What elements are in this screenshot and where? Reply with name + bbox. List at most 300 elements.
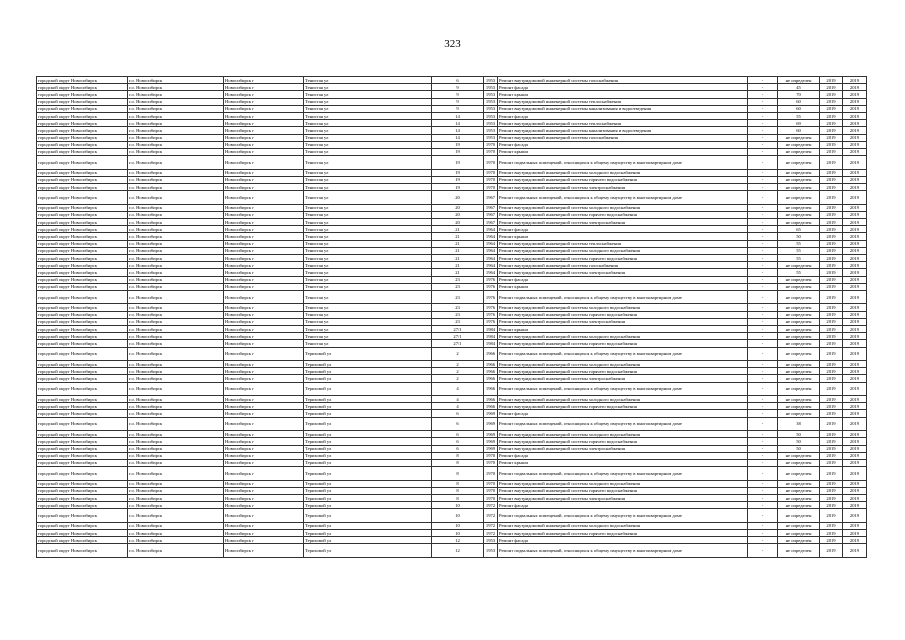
settlement-cell: г.о. Новосибирск <box>128 530 224 537</box>
settlement-cell: г.о. Новосибирск <box>128 480 224 487</box>
house-cell: 8 <box>432 452 484 459</box>
work-type-cell: Ремонт внутридомовой инженерной системы электроснабжения <box>498 318 748 325</box>
settlement-cell: г.о. Новосибирск <box>128 226 224 233</box>
work-type-cell: Ремонт фасада <box>498 502 748 509</box>
wear-cell: не определен <box>778 459 820 466</box>
settlement-cell: г.о. Новосибирск <box>128 403 224 410</box>
dash-cell: - <box>748 204 778 211</box>
municipality-cell: городской округ Новосибирск <box>37 452 128 459</box>
street-cell: Териховой ул <box>304 502 432 509</box>
municipality-cell: городской округ Новосибирск <box>37 77 128 84</box>
municipality-cell: городской округ Новосибирск <box>37 530 128 537</box>
table-row <box>37 176 867 183</box>
street-cell: Териховой ул <box>304 361 432 368</box>
city-cell: Новосибирск г <box>224 382 304 396</box>
dash-cell: - <box>748 494 778 501</box>
start-year-cell: 2019 <box>820 375 843 382</box>
table-row <box>37 382 867 396</box>
city-cell: Новосибирск г <box>224 340 304 347</box>
municipality-cell: городской округ Новосибирск <box>37 134 128 141</box>
street-cell: Тенистая ул <box>304 304 432 311</box>
year-cell: 1970 <box>484 156 498 170</box>
work-type-cell: Ремонт фасада <box>498 112 748 119</box>
end-year-cell: 2019 <box>843 191 867 205</box>
work-type-cell: Ремонт крыши <box>498 91 748 98</box>
dash-cell: - <box>748 290 778 304</box>
end-year-cell: 2019 <box>843 368 867 375</box>
city-cell: Новосибирск г <box>224 522 304 529</box>
start-year-cell: 2019 <box>820 544 843 558</box>
end-year-cell: 2019 <box>843 127 867 134</box>
municipality-cell: городской округ Новосибирск <box>37 459 128 466</box>
house-cell: 23 <box>432 283 484 290</box>
dash-cell: - <box>748 368 778 375</box>
house-cell: 19 <box>432 141 484 148</box>
house-cell: 23 <box>432 290 484 304</box>
house-cell: 21 <box>432 254 484 261</box>
house-cell: 27/1 <box>432 333 484 340</box>
wear-cell: не определен <box>778 396 820 403</box>
end-year-cell: 2019 <box>843 211 867 218</box>
work-type-cell: Ремонт крыши <box>498 459 748 466</box>
wear-cell: не определен <box>778 290 820 304</box>
wear-cell: 55 <box>778 269 820 276</box>
street-cell: Териховой ул <box>304 487 432 494</box>
city-cell: Новосибирск г <box>224 487 304 494</box>
work-type-cell: Ремонт внутридомовой инженерной системы холодного водоснабжения <box>498 361 748 368</box>
wear-cell: не определен <box>778 276 820 283</box>
municipality-cell: городской округ Новосибирск <box>37 112 128 119</box>
house-cell: 21 <box>432 240 484 247</box>
dash-cell: - <box>748 148 778 155</box>
wear-cell: не определен <box>778 204 820 211</box>
start-year-cell: 2019 <box>820 226 843 233</box>
work-type-cell: Ремонт внутридомовой инженерной системы горячего водоснабжения <box>498 438 748 445</box>
city-cell: Новосибирск г <box>224 269 304 276</box>
wear-cell: не определен <box>778 311 820 318</box>
street-cell: Тенистая ул <box>304 240 432 247</box>
settlement-cell: г.о. Новосибирск <box>128 240 224 247</box>
year-cell: 1953 <box>484 112 498 119</box>
start-year-cell: 2019 <box>820 333 843 340</box>
wear-cell: не определен <box>778 333 820 340</box>
street-cell: Тенистая ул <box>304 120 432 127</box>
year-cell: 1972 <box>484 530 498 537</box>
wear-cell: 55 <box>778 247 820 254</box>
work-type-cell: Ремонт внутридомовой инженерной системы горячего водоснабжения <box>498 211 748 218</box>
settlement-cell: г.о. Новосибирск <box>128 347 224 361</box>
work-type-cell: Ремонт фасада <box>498 84 748 91</box>
year-cell: 1970 <box>484 494 498 501</box>
end-year-cell: 2019 <box>843 156 867 170</box>
municipality-cell: городской округ Новосибирск <box>37 84 128 91</box>
street-cell: Териховой ул <box>304 347 432 361</box>
end-year-cell: 2019 <box>843 530 867 537</box>
house-cell: 10 <box>432 530 484 537</box>
end-year-cell: 2019 <box>843 233 867 240</box>
street-cell: Териховой ул <box>304 382 432 396</box>
street-cell: Териховой ул <box>304 467 432 481</box>
municipality-cell: городской округ Новосибирск <box>37 340 128 347</box>
dash-cell: - <box>748 311 778 318</box>
settlement-cell: г.о. Новосибирск <box>128 509 224 523</box>
wear-cell: не определен <box>778 77 820 84</box>
work-type-cell: Ремонт крыши <box>498 325 748 332</box>
end-year-cell: 2019 <box>843 276 867 283</box>
street-cell: Тенистая ул <box>304 325 432 332</box>
start-year-cell: 2019 <box>820 169 843 176</box>
municipality-cell: городской округ Новосибирск <box>37 120 128 127</box>
city-cell: Новосибирск г <box>224 494 304 501</box>
table-row <box>37 77 867 84</box>
city-cell: Новосибирск г <box>224 91 304 98</box>
dash-cell: - <box>748 269 778 276</box>
start-year-cell: 2019 <box>820 84 843 91</box>
municipality-cell: городской округ Новосибирск <box>37 169 128 176</box>
street-cell: Териховой ул <box>304 375 432 382</box>
table-row <box>37 91 867 98</box>
city-cell: Новосибирск г <box>224 98 304 105</box>
house-cell: 23 <box>432 318 484 325</box>
table-row <box>37 240 867 247</box>
city-cell: Новосибирск г <box>224 459 304 466</box>
city-cell: Новосибирск г <box>224 438 304 445</box>
year-cell: 1964 <box>484 254 498 261</box>
work-type-cell: Ремонт фасада <box>498 141 748 148</box>
table-row <box>37 269 867 276</box>
work-type-cell: Ремонт внутридомовой инженерной системы холодного водоснабжения <box>498 204 748 211</box>
start-year-cell: 2019 <box>820 480 843 487</box>
municipality-cell: городской округ Новосибирск <box>37 318 128 325</box>
street-cell: Тенистая ул <box>304 204 432 211</box>
end-year-cell: 2019 <box>843 183 867 190</box>
start-year-cell: 2019 <box>820 134 843 141</box>
municipality-cell: городской округ Новосибирск <box>37 347 128 361</box>
municipality-cell: городской округ Новосибирск <box>37 494 128 501</box>
settlement-cell: г.о. Новосибирск <box>128 176 224 183</box>
house-cell: 6 <box>432 445 484 452</box>
dash-cell: - <box>748 247 778 254</box>
street-cell: Тенистая ул <box>304 269 432 276</box>
dash-cell: - <box>748 333 778 340</box>
end-year-cell: 2019 <box>843 403 867 410</box>
city-cell: Новосибирск г <box>224 84 304 91</box>
dash-cell: - <box>748 91 778 98</box>
end-year-cell: 2019 <box>843 396 867 403</box>
settlement-cell: г.о. Новосибирск <box>128 276 224 283</box>
municipality-cell: городской округ Новосибирск <box>37 487 128 494</box>
table-row <box>37 311 867 318</box>
city-cell: Новосибирск г <box>224 318 304 325</box>
year-cell: 1953 <box>484 105 498 112</box>
start-year-cell: 2019 <box>820 537 843 544</box>
house-cell: 21 <box>432 233 484 240</box>
table-row <box>37 262 867 269</box>
work-type-cell: Ремонт внутридомовой инженерной системы газоснабжения <box>498 262 748 269</box>
table-row <box>37 480 867 487</box>
house-cell: 27/1 <box>432 325 484 332</box>
dash-cell: - <box>748 396 778 403</box>
work-type-cell: Ремонт внутридомовой инженерной системы холодного водоснабжения <box>498 333 748 340</box>
municipality-cell: городской округ Новосибирск <box>37 445 128 452</box>
end-year-cell: 2019 <box>843 410 867 417</box>
street-cell: Тенистая ул <box>304 219 432 226</box>
house-cell: 21 <box>432 226 484 233</box>
municipality-cell: городской округ Новосибирск <box>37 325 128 332</box>
start-year-cell: 2019 <box>820 276 843 283</box>
start-year-cell: 2019 <box>820 502 843 509</box>
year-cell: 1970 <box>484 176 498 183</box>
wear-cell: 60 <box>778 127 820 134</box>
start-year-cell: 2019 <box>820 211 843 218</box>
table-row <box>37 403 867 410</box>
work-type-cell: Ремонт внутридомовой инженерной системы горячего водоснабжения <box>498 403 748 410</box>
city-cell: Новосибирск г <box>224 112 304 119</box>
start-year-cell: 2019 <box>820 403 843 410</box>
street-cell: Тенистая ул <box>304 247 432 254</box>
house-cell: 10 <box>432 502 484 509</box>
wear-cell: не определен <box>778 262 820 269</box>
municipality-cell: городской округ Новосибирск <box>37 544 128 558</box>
end-year-cell: 2019 <box>843 509 867 523</box>
dash-cell: - <box>748 262 778 269</box>
year-cell: 1976 <box>484 318 498 325</box>
end-year-cell: 2019 <box>843 487 867 494</box>
year-cell: 1966 <box>484 375 498 382</box>
municipality-cell: городской округ Новосибирск <box>37 375 128 382</box>
dash-cell: - <box>748 240 778 247</box>
dash-cell: - <box>748 112 778 119</box>
house-cell: 4 <box>432 403 484 410</box>
settlement-cell: г.о. Новосибирск <box>128 325 224 332</box>
street-cell: Тенистая ул <box>304 134 432 141</box>
table-row <box>37 226 867 233</box>
city-cell: Новосибирск г <box>224 325 304 332</box>
dash-cell: - <box>748 141 778 148</box>
city-cell: Новосибирск г <box>224 254 304 261</box>
year-cell: 1964 <box>484 262 498 269</box>
street-cell: Териховой ул <box>304 438 432 445</box>
table-row <box>37 211 867 218</box>
dash-cell: - <box>748 120 778 127</box>
dash-cell: - <box>748 127 778 134</box>
settlement-cell: г.о. Новосибирск <box>128 375 224 382</box>
municipality-cell: городской округ Новосибирск <box>37 211 128 218</box>
wear-cell: не определен <box>778 340 820 347</box>
wear-cell: не определен <box>778 410 820 417</box>
table-row <box>37 487 867 494</box>
house-cell: 6 <box>432 431 484 438</box>
city-cell: Новосибирск г <box>224 219 304 226</box>
work-type-cell: Ремонт внутридомовой инженерной системы холодного водоснабжения <box>498 169 748 176</box>
settlement-cell: г.о. Новосибирск <box>128 283 224 290</box>
work-type-cell: Ремонт внутридомовой инженерной системы холодного водоснабжения <box>498 247 748 254</box>
table-row <box>37 84 867 91</box>
municipality-cell: городской округ Новосибирск <box>37 276 128 283</box>
settlement-cell: г.о. Новосибирск <box>128 431 224 438</box>
house-cell: 14 <box>432 112 484 119</box>
year-cell: 1969 <box>484 438 498 445</box>
wear-cell: 55 <box>778 240 820 247</box>
settlement-cell: г.о. Новосибирск <box>128 134 224 141</box>
settlement-cell: г.о. Новосибирск <box>128 98 224 105</box>
dash-cell: - <box>748 347 778 361</box>
settlement-cell: г.о. Новосибирск <box>128 368 224 375</box>
end-year-cell: 2019 <box>843 169 867 176</box>
city-cell: Новосибирск г <box>224 290 304 304</box>
end-year-cell: 2019 <box>843 537 867 544</box>
dash-cell: - <box>748 77 778 84</box>
street-cell: Тенистая ул <box>304 254 432 261</box>
table-row <box>37 283 867 290</box>
work-type-cell: Ремонт крыши <box>498 148 748 155</box>
year-cell: 1970 <box>484 487 498 494</box>
dash-cell: - <box>748 134 778 141</box>
year-cell: 1966 <box>484 347 498 361</box>
end-year-cell: 2019 <box>843 318 867 325</box>
house-cell: 12 <box>432 537 484 544</box>
table-row <box>37 191 867 205</box>
end-year-cell: 2019 <box>843 262 867 269</box>
start-year-cell: 2019 <box>820 98 843 105</box>
start-year-cell: 2019 <box>820 77 843 84</box>
end-year-cell: 2019 <box>843 91 867 98</box>
city-cell: Новосибирск г <box>224 480 304 487</box>
city-cell: Новосибирск г <box>224 368 304 375</box>
end-year-cell: 2019 <box>843 438 867 445</box>
municipality-cell: городской округ Новосибирск <box>37 368 128 375</box>
start-year-cell: 2019 <box>820 240 843 247</box>
city-cell: Новосибирск г <box>224 134 304 141</box>
dash-cell: - <box>748 502 778 509</box>
year-cell: 1964 <box>484 240 498 247</box>
house-cell: 23 <box>432 276 484 283</box>
dash-cell: - <box>748 487 778 494</box>
start-year-cell: 2019 <box>820 91 843 98</box>
city-cell: Новосибирск г <box>224 452 304 459</box>
work-type-cell: Ремонт внутридомовой инженерной системы газоснабжения <box>498 77 748 84</box>
street-cell: Териховой ул <box>304 445 432 452</box>
start-year-cell: 2019 <box>820 382 843 396</box>
municipality-cell: городской округ Новосибирск <box>37 522 128 529</box>
street-cell: Териховой ул <box>304 509 432 523</box>
start-year-cell: 2019 <box>820 431 843 438</box>
street-cell: Тенистая ул <box>304 141 432 148</box>
year-cell: 1964 <box>484 247 498 254</box>
year-cell: 1970 <box>484 467 498 481</box>
work-type-cell: Ремонт внутридомовой инженерной системы канализования и водоотведения <box>498 105 748 112</box>
house-cell: 6 <box>432 417 484 431</box>
start-year-cell: 2019 <box>820 254 843 261</box>
house-cell: 2 <box>432 361 484 368</box>
work-type-cell: Ремонт фасада <box>498 276 748 283</box>
year-cell: 1970 <box>484 148 498 155</box>
municipality-cell: городской округ Новосибирск <box>37 283 128 290</box>
wear-cell: 50 <box>778 233 820 240</box>
dash-cell: - <box>748 467 778 481</box>
end-year-cell: 2019 <box>843 325 867 332</box>
wear-cell: 70 <box>778 91 820 98</box>
municipality-cell: городской округ Новосибирск <box>37 290 128 304</box>
end-year-cell: 2019 <box>843 240 867 247</box>
settlement-cell: г.о. Новосибирск <box>128 417 224 431</box>
wear-cell: не определен <box>778 347 820 361</box>
table-row <box>37 325 867 332</box>
wear-cell: не определен <box>778 368 820 375</box>
start-year-cell: 2019 <box>820 148 843 155</box>
year-cell: 1966 <box>484 382 498 396</box>
street-cell: Териховой ул <box>304 410 432 417</box>
settlement-cell: г.о. Новосибирск <box>128 396 224 403</box>
wear-cell: не определен <box>778 176 820 183</box>
street-cell: Тенистая ул <box>304 176 432 183</box>
settlement-cell: г.о. Новосибирск <box>128 522 224 529</box>
end-year-cell: 2019 <box>843 176 867 183</box>
year-cell: 1967 <box>484 219 498 226</box>
start-year-cell: 2019 <box>820 347 843 361</box>
settlement-cell: г.о. Новосибирск <box>128 382 224 396</box>
work-type-cell: Ремонт подвальных помещений, относящихся к общему имуществу в многоквартирном доме <box>498 417 748 431</box>
wear-cell: не определен <box>778 480 820 487</box>
start-year-cell: 2019 <box>820 340 843 347</box>
work-type-cell: Ремонт внутридомовой инженерной системы горячего водоснабжения <box>498 487 748 494</box>
table-row <box>37 112 867 119</box>
work-type-cell: Ремонт крыши <box>498 233 748 240</box>
house-cell: 6 <box>432 438 484 445</box>
settlement-cell: г.о. Новосибирск <box>128 445 224 452</box>
house-cell: 19 <box>432 156 484 170</box>
city-cell: Новосибирск г <box>224 333 304 340</box>
dash-cell: - <box>748 219 778 226</box>
repair-schedule-table <box>36 76 867 558</box>
city-cell: Новосибирск г <box>224 283 304 290</box>
dash-cell: - <box>748 318 778 325</box>
table-row <box>37 431 867 438</box>
year-cell: 1970 <box>484 169 498 176</box>
work-type-cell: Ремонт внутридомовой инженерной системы горячего водоснабжения <box>498 176 748 183</box>
end-year-cell: 2019 <box>843 120 867 127</box>
end-year-cell: 2019 <box>843 269 867 276</box>
street-cell: Тенистая ул <box>304 91 432 98</box>
table-row <box>37 148 867 155</box>
municipality-cell: городской округ Новосибирск <box>37 219 128 226</box>
city-cell: Новосибирск г <box>224 403 304 410</box>
street-cell: Тенистая ул <box>304 84 432 91</box>
wear-cell: 60 <box>778 98 820 105</box>
city-cell: Новосибирск г <box>224 156 304 170</box>
house-cell: 9 <box>432 84 484 91</box>
year-cell: 1984 <box>484 340 498 347</box>
wear-cell: не определен <box>778 156 820 170</box>
start-year-cell: 2019 <box>820 487 843 494</box>
year-cell: 1966 <box>484 361 498 368</box>
city-cell: Новосибирск г <box>224 204 304 211</box>
street-cell: Тенистая ул <box>304 105 432 112</box>
end-year-cell: 2019 <box>843 283 867 290</box>
city-cell: Новосибирск г <box>224 544 304 558</box>
settlement-cell: г.о. Новосибирск <box>128 494 224 501</box>
work-type-cell: Ремонт внутридомовой инженерной системы холодного водоснабжения <box>498 431 748 438</box>
dash-cell: - <box>748 361 778 368</box>
year-cell: 1976 <box>484 304 498 311</box>
table-row <box>37 247 867 254</box>
work-type-cell: Ремонт внутридомовой инженерной системы горячего водоснабжения <box>498 530 748 537</box>
start-year-cell: 2019 <box>820 417 843 431</box>
city-cell: Новосибирск г <box>224 233 304 240</box>
year-cell: 1967 <box>484 211 498 218</box>
dash-cell: - <box>748 211 778 218</box>
start-year-cell: 2019 <box>820 445 843 452</box>
